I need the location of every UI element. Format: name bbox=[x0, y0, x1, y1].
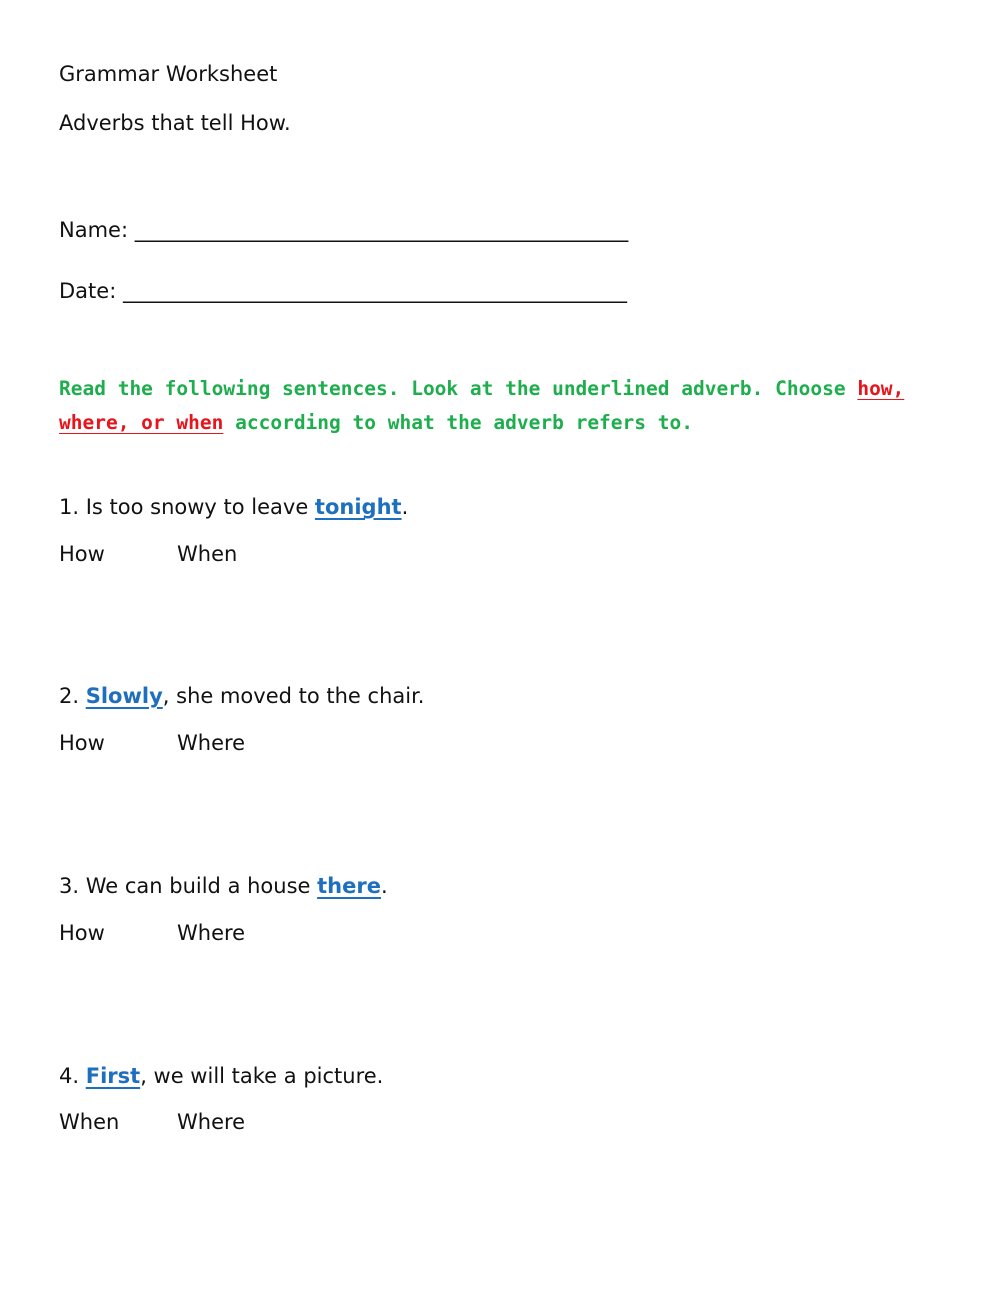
question-number: 4. bbox=[59, 1064, 80, 1088]
question-adverb: First bbox=[85, 1064, 141, 1088]
question-text-after: . bbox=[401, 495, 409, 519]
choice-option[interactable]: When bbox=[177, 542, 238, 566]
date-blank[interactable]: ________________________________________________ bbox=[122, 279, 627, 303]
question-text-after: , we will take a picture. bbox=[140, 1064, 384, 1088]
choice-option[interactable]: Where bbox=[177, 1110, 246, 1134]
name-blank[interactable]: _______________________________________________ bbox=[134, 218, 629, 242]
question-text-before: Is too snowy to leave bbox=[79, 495, 315, 519]
choice-option[interactable]: How bbox=[59, 542, 105, 566]
choice-option[interactable]: Where bbox=[177, 921, 246, 945]
question-number: 2. bbox=[59, 684, 80, 708]
question-adverb: there bbox=[317, 874, 381, 898]
instructions-part2: according to what the adverb refers to. bbox=[223, 411, 693, 434]
question-1 bbox=[59, 495, 408, 519]
question-text-after: , she moved to the chair. bbox=[162, 684, 425, 708]
date-label: Date: bbox=[59, 279, 117, 303]
question-number: 1. bbox=[59, 495, 80, 519]
instructions bbox=[59, 372, 929, 440]
question-adverb: tonight bbox=[314, 495, 402, 519]
question-text-before bbox=[79, 1064, 86, 1088]
name-label: Name: bbox=[59, 218, 129, 242]
instructions-options: how, where, or when bbox=[59, 377, 905, 434]
choice-option[interactable]: How bbox=[59, 731, 105, 755]
instructions-part1: Read the following sentences. Look at the underlined adverb. Choose bbox=[59, 377, 858, 400]
question-text-after: . bbox=[380, 874, 388, 898]
question-2 bbox=[59, 684, 424, 708]
question-adverb: Slowly bbox=[85, 684, 163, 708]
choice-option[interactable]: Where bbox=[177, 731, 246, 755]
date-field[interactable] bbox=[59, 279, 627, 303]
choice-option[interactable]: How bbox=[59, 921, 105, 945]
question-4 bbox=[59, 1064, 383, 1088]
worksheet-title: Grammar Worksheet bbox=[59, 62, 278, 86]
name-field[interactable] bbox=[59, 218, 628, 242]
choice-option[interactable]: When bbox=[59, 1110, 120, 1134]
question-number: 3. bbox=[59, 874, 80, 898]
question-3 bbox=[59, 874, 388, 898]
question-text-before bbox=[79, 684, 86, 708]
question-text-before: We can build a house bbox=[79, 874, 318, 898]
worksheet-subtitle: Adverbs that tell How. bbox=[59, 111, 291, 135]
